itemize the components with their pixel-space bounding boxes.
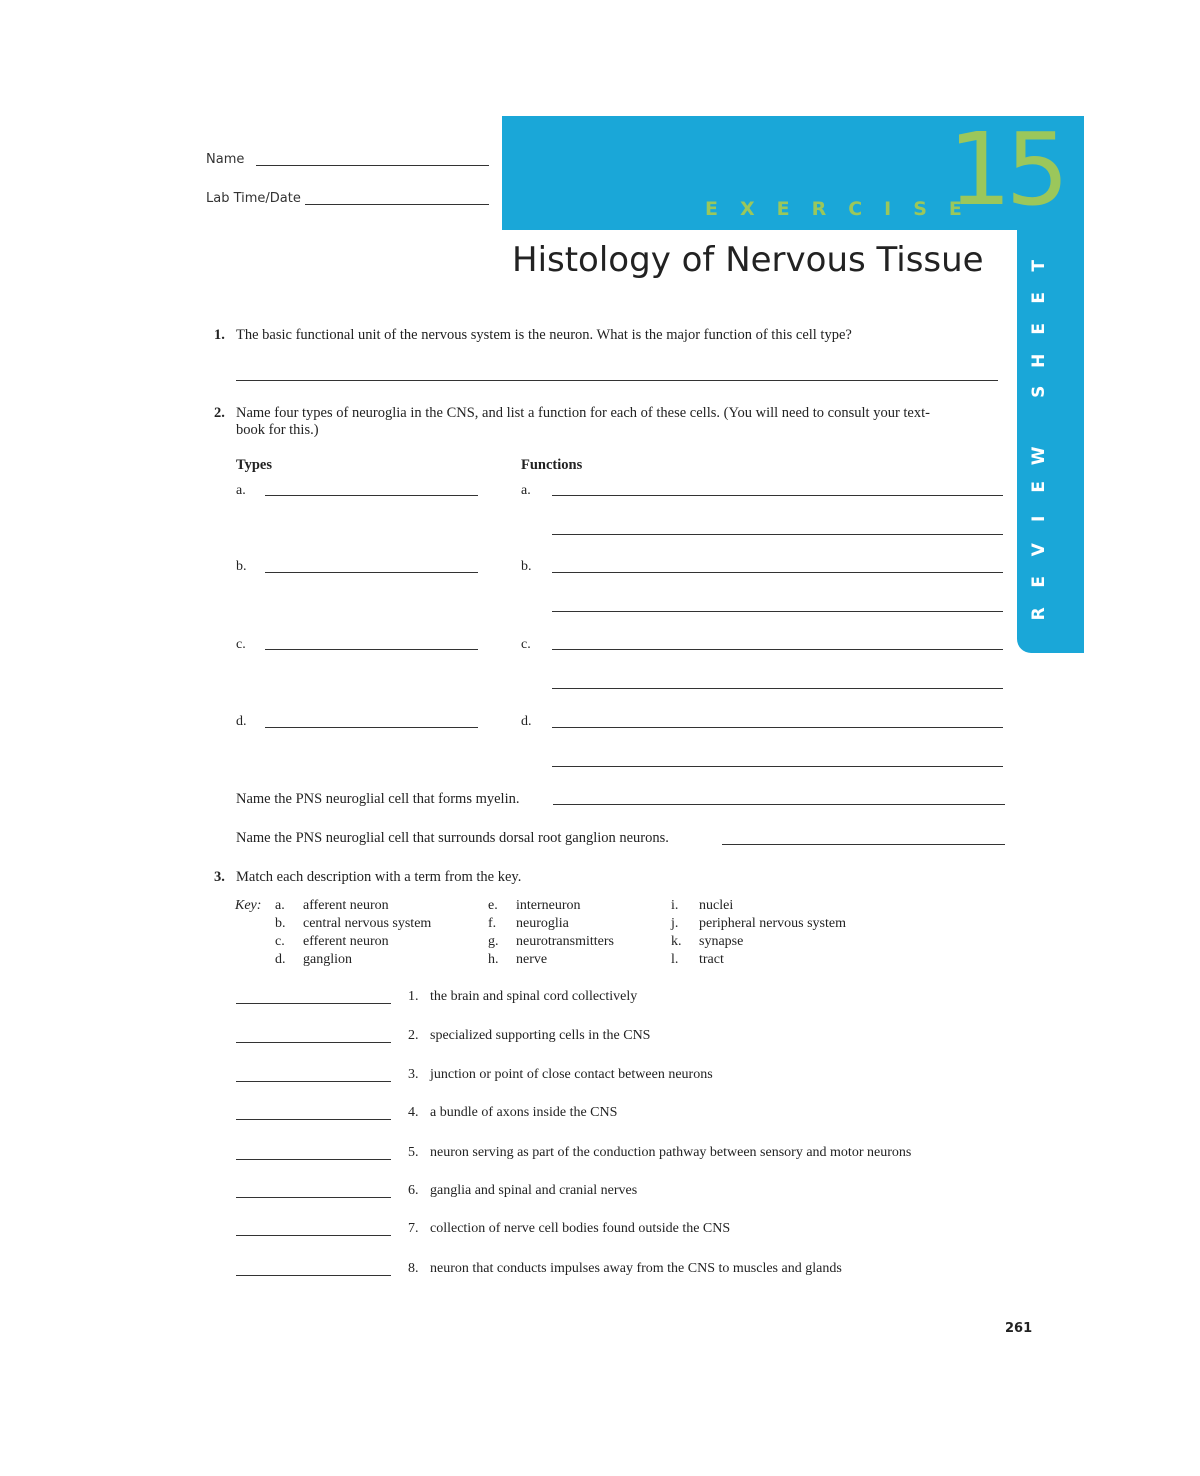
key-label: Key: (235, 898, 262, 913)
match-item (236, 1145, 1016, 1165)
function-letter-b: b. (521, 559, 532, 574)
q3-number: 3. (214, 869, 225, 885)
key-col2-terms: interneuron neuroglia neurotransmitters nerve (516, 898, 614, 967)
name-label: Name (206, 152, 245, 167)
review-sheet-label: T E E H S W E I V E R (1029, 260, 1050, 620)
function-answer-b-1[interactable] (552, 572, 1003, 573)
match-description: a bundle of axons inside the CNS (430, 1105, 618, 1120)
match-description: neuron serving as part of the conduction pathway between sensory and motor neurons (430, 1145, 912, 1160)
exercise-number: 15 (948, 111, 1064, 228)
page-number: 261 (1005, 1321, 1033, 1336)
match-blank[interactable] (236, 1235, 391, 1236)
function-answer-a-2[interactable] (552, 534, 1003, 535)
pns-drg-question: Name the PNS neuroglial cell that surrounds dorsal root ganglion neurons. (236, 830, 669, 846)
type-letter-b: b. (236, 559, 247, 574)
match-number: 1. (408, 989, 419, 1004)
page-title: Histology of Nervous Tissue (512, 240, 984, 280)
pns-drg-answer[interactable] (722, 844, 1005, 845)
types-header: Types (236, 457, 272, 473)
type-letter-c: c. (236, 637, 246, 652)
exercise-word: EXERCISE (705, 198, 984, 220)
key-col3-terms: nuclei peripheral nervous system synapse tract (699, 898, 846, 967)
match-item (236, 1221, 1016, 1241)
match-item (236, 1028, 1016, 1048)
match-item (236, 1261, 1016, 1281)
match-number: 5. (408, 1145, 419, 1160)
match-item (236, 1067, 1016, 1087)
q1-answer-line[interactable] (236, 380, 998, 381)
function-answer-d-2[interactable] (552, 766, 1003, 767)
match-number: 2. (408, 1028, 419, 1043)
q2-text-line1: Name four types of neuroglia in the CNS, and list a function for each of these cells. (You will need to consult your text- (236, 405, 930, 421)
match-number: 8. (408, 1261, 419, 1276)
match-blank[interactable] (236, 1042, 391, 1043)
key-col3-letters: i. j. k. l. (671, 898, 682, 967)
type-answer-a[interactable] (265, 495, 478, 496)
match-description: specialized supporting cells in the CNS (430, 1028, 651, 1043)
match-description: the brain and spinal cord collectively (430, 989, 638, 1004)
match-blank[interactable] (236, 1119, 391, 1120)
q3-text: Match each description with a term from the key. (236, 869, 522, 885)
type-answer-b[interactable] (265, 572, 478, 573)
match-blank[interactable] (236, 1197, 391, 1198)
function-letter-c: c. (521, 637, 531, 652)
match-description: neuron that conducts impulses away from the CNS to muscles and glands (430, 1261, 842, 1276)
match-blank[interactable] (236, 1003, 391, 1004)
type-answer-d[interactable] (265, 727, 478, 728)
match-blank[interactable] (236, 1081, 391, 1082)
match-description: collection of nerve cell bodies found outside the CNS (430, 1221, 731, 1236)
function-letter-d: d. (521, 714, 532, 729)
function-answer-d-1[interactable] (552, 727, 1003, 728)
functions-header: Functions (521, 457, 583, 473)
type-letter-a: a. (236, 483, 246, 498)
match-item (236, 1183, 1016, 1203)
q1-text: The basic functional unit of the nervous system is the neuron. What is the major function of this cell type? (236, 327, 852, 343)
function-answer-c-1[interactable] (552, 649, 1003, 650)
match-item (236, 989, 1016, 1009)
type-answer-c[interactable] (265, 649, 478, 650)
function-answer-a-1[interactable] (552, 495, 1003, 496)
function-letter-a: a. (521, 483, 531, 498)
match-number: 4. (408, 1105, 419, 1120)
function-answer-c-2[interactable] (552, 688, 1003, 689)
key-col1-letters: a. b. c. d. (275, 898, 286, 967)
name-field[interactable] (256, 165, 489, 166)
match-description: junction or point of close contact between neurons (430, 1067, 713, 1082)
function-answer-b-2[interactable] (552, 611, 1003, 612)
match-blank[interactable] (236, 1275, 391, 1276)
key-col2-letters: e. f. g. h. (488, 898, 499, 967)
match-item (236, 1105, 1016, 1125)
match-description: ganglia and spinal and cranial nerves (430, 1183, 638, 1198)
q2-number: 2. (214, 405, 225, 421)
pns-myelin-question: Name the PNS neuroglial cell that forms myelin. (236, 791, 520, 807)
q2-text-line2: book for this.) (236, 422, 319, 438)
match-number: 7. (408, 1221, 419, 1236)
key-col1-terms: afferent neuron central nervous system efferent neuron ganglion (303, 898, 432, 967)
pns-myelin-answer[interactable] (553, 804, 1005, 805)
labtime-field[interactable] (305, 204, 489, 205)
match-blank[interactable] (236, 1159, 391, 1160)
type-letter-d: d. (236, 714, 247, 729)
q1-number: 1. (214, 327, 225, 343)
labtime-label: Lab Time/Date (206, 191, 301, 206)
match-number: 3. (408, 1067, 419, 1082)
match-number: 6. (408, 1183, 419, 1198)
